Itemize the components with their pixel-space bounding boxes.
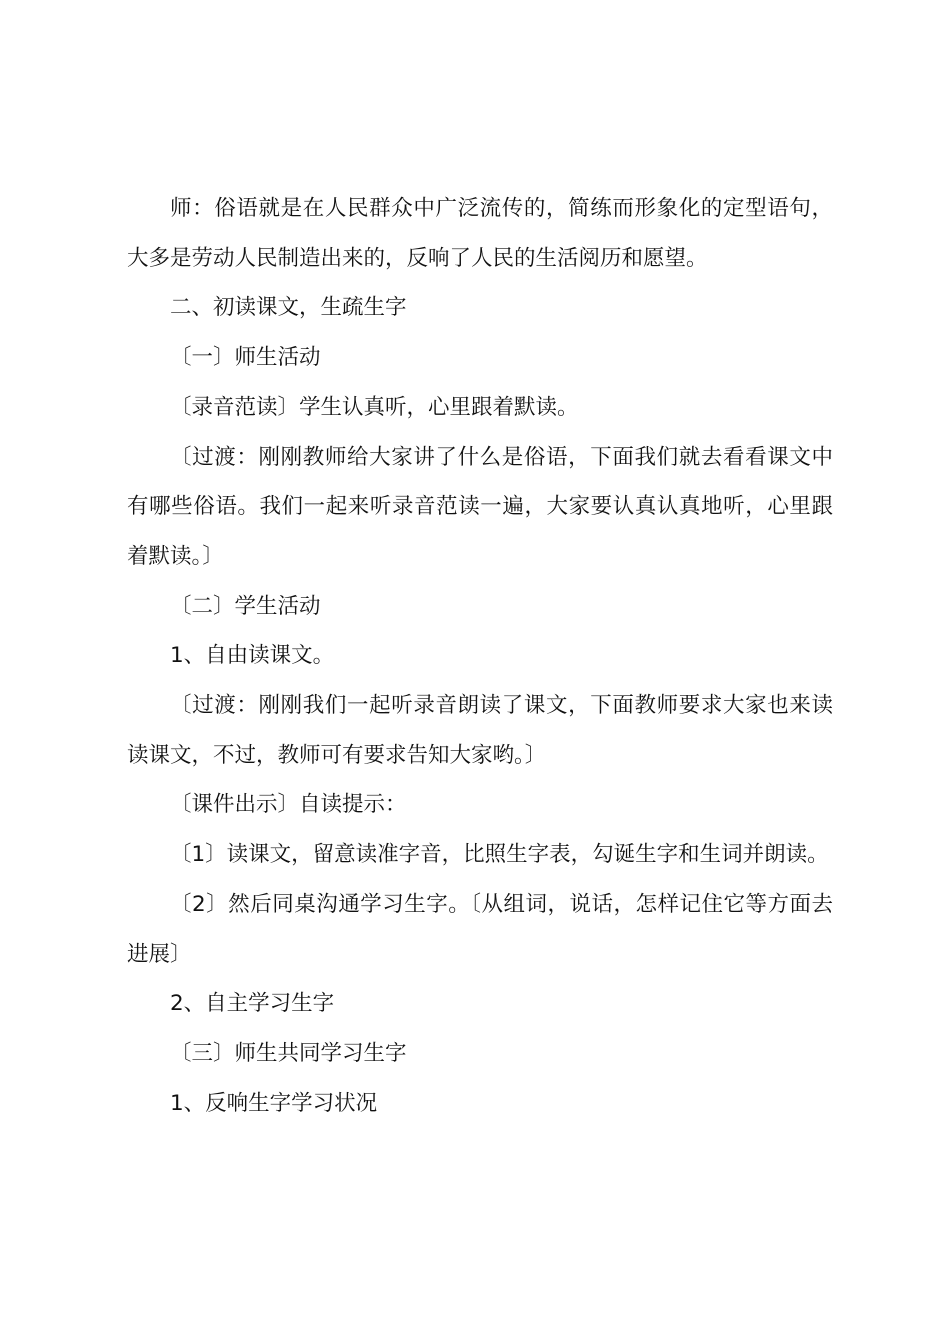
- list-item-self-study: 2、自主学习生字: [170, 991, 335, 1017]
- paragraph-teacher-definition: 师：俗语就是在人民群众中广泛流传的，简练而形象化的定型语句，大多是劳动人民制造出来的，反响了人民的生活阅历和愿望。: [127, 196, 833, 271]
- section-heading-first-reading: 二、初读课文，生疏生字: [170, 295, 407, 321]
- paragraph-recording-reading: 〔录音范读〕学生认真听，心里跟着默读。: [170, 394, 579, 420]
- paragraph-courseware-prompt: 〔课件出示〕自读提示：: [170, 792, 407, 818]
- prompt-item-2: 〔2〕然后同桌沟通学习生字。〔从组词，说话，怎样记住它等方面去进展〕: [127, 891, 833, 967]
- list-item-feedback: 1、反响生字学习状况: [170, 1090, 378, 1116]
- list-item-free-reading: 1、自由读课文。: [170, 643, 335, 669]
- subheading-teacher-student-activity: 〔一〕师生活动: [170, 345, 321, 371]
- paragraph-transition-2: 〔过渡：刚刚我们一起听录音朗读了课文，下面教师要求大家也来读读课文，不过，教师可有要求告知大家哟。〕: [127, 693, 833, 768]
- paragraph-transition-1: 〔过渡：刚刚教师给大家讲了什么是俗语，下面我们就去看看课文中有哪些俗语。我们一起来听录音范读一遍，大家要认真认真地听，心里跟着默读。〕: [127, 444, 833, 569]
- document-body: [127, 184, 833, 1128]
- subheading-student-activity: 〔二〕学生活动: [170, 593, 321, 619]
- prompt-item-1: 〔1〕读课文，留意读准字音，比照生字表，勾诞生字和生词并朗读。: [170, 842, 829, 868]
- subheading-joint-study: 〔三〕师生共同学习生字: [170, 1040, 407, 1066]
